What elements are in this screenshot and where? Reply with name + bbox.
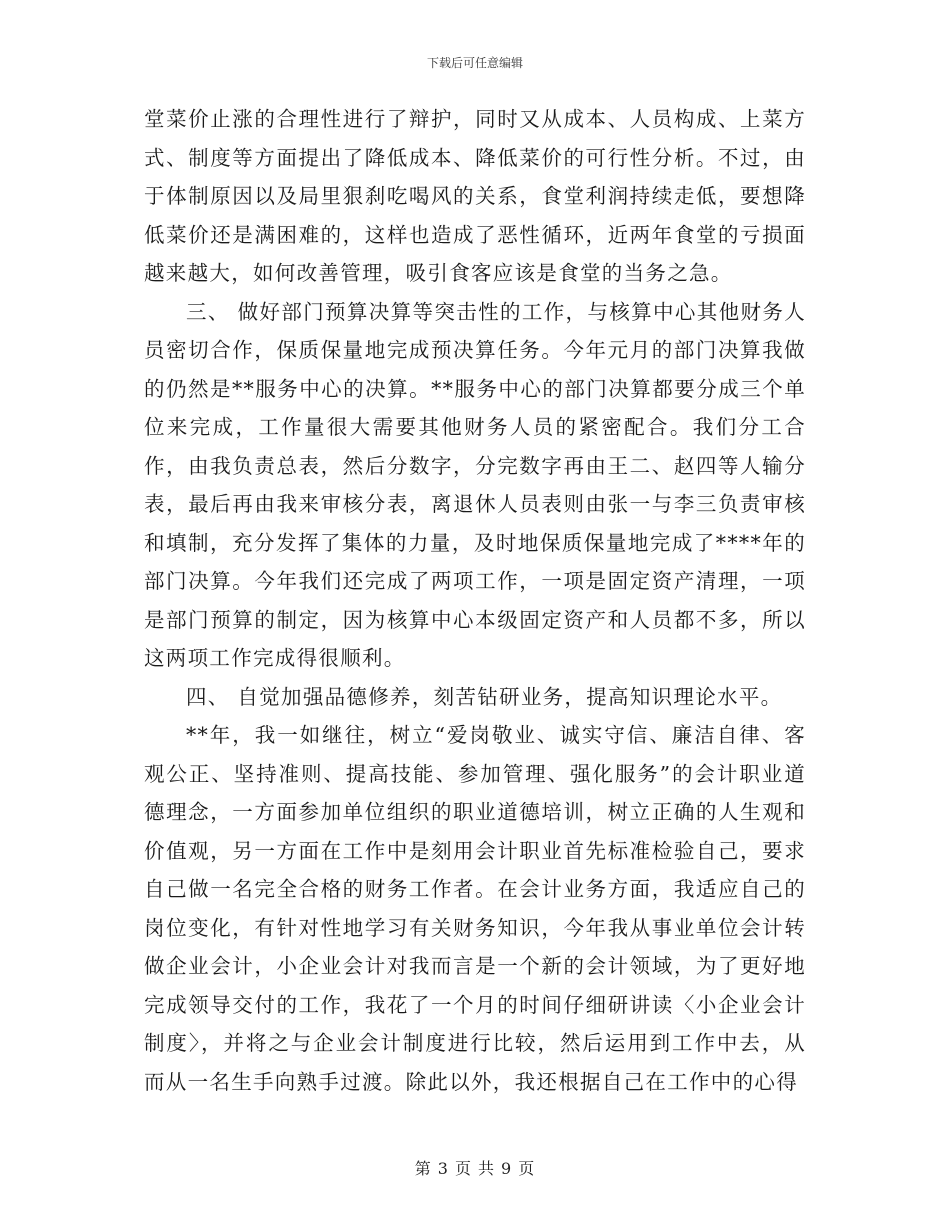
footer-page-total: 9 [501,1159,513,1178]
paragraph-section-three: 三、 做好部门预算决算等突击性的工作，与核算中心其他财务人员密切合作，保质保量地完成预决算任务。今年元月的部门决算我做的仍然是**服务中心的决算。**服务中心的部门决算都要分成三个单位来完成，工作量很大需要其他财务人员的紧密配合。我们分工合作，由我负责总表，然后分数字，分完数字再由王二、赵四等人输分表，最后再由我来审核分表，离退休人员表则由张一与李三负责审核和填制，充分发挥了集体的力量，及时地保质保量地完成了****年的部门决算。今年我们还完成了两项工作，一项是固定资产清理，一项是部门预算的制定，因为核算中心本级固定资产和人员都不多，所以这两项工作完成得很顺利。 [144,299,806,670]
document-body [144,100,806,1101]
footer-total-unit: 页 [518,1159,536,1178]
page-footer [0,1156,950,1179]
footer-page-current: 3 [437,1159,449,1178]
paragraph-ethics-and-study: **年，我一如继往，树立“爱岗敬业、诚实守信、廉洁自律、客观公正、坚持准则、提高技能、参加管理、强化服务”的会计职业道德理念，一方面参加单位组织的职业道德培训，树立正确的人生观和价值观，另一方面在工作中是刻用会计职业首先标准检验自己，要求自己做一名完全合格的财务工作者。在会计业务方面，我适应自己的岗位变化，有针对性地学习有关财务知识，今年我从事业单位会计转做企业会计，小企业会计对我而言是一个新的会计领域，为了更好地完成领导交付的工作，我花了一个月的时间仔细研讲读〈小企业会计制度〉，并将之与企业会计制度进行比较，然后运用到工作中去，从而从一名生手向熟手过渡。除此以外，我还根据自己在工作中的心得 [144,723,806,1094]
paragraph-section-four-heading: 四、 自觉加强品德修养，刻苦钻研业务，提高知识理论水平。 [186,684,783,709]
paragraph-canteen-continuation: 堂菜价止涨的合理性进行了辩护，同时又从成本、人员构成、上菜方式、制度等方面提出了降低成本、降低菜价的可行性分析。不过，由于体制原因以及局里狠刹吃喝风的关系，食堂利润持续走低，要想降低菜价还是满困难的，这样也造成了恶性循环，近两年食堂的亏损面越来越大，如何改善管理，吸引食客应该是食堂的当务之急。 [144,107,806,285]
footer-total-label: 共 [478,1159,496,1178]
footer-page-unit: 页 [454,1159,472,1178]
footer-page-label: 第 [414,1159,432,1178]
page-header: 下载后可任意编辑 [426,56,523,70]
